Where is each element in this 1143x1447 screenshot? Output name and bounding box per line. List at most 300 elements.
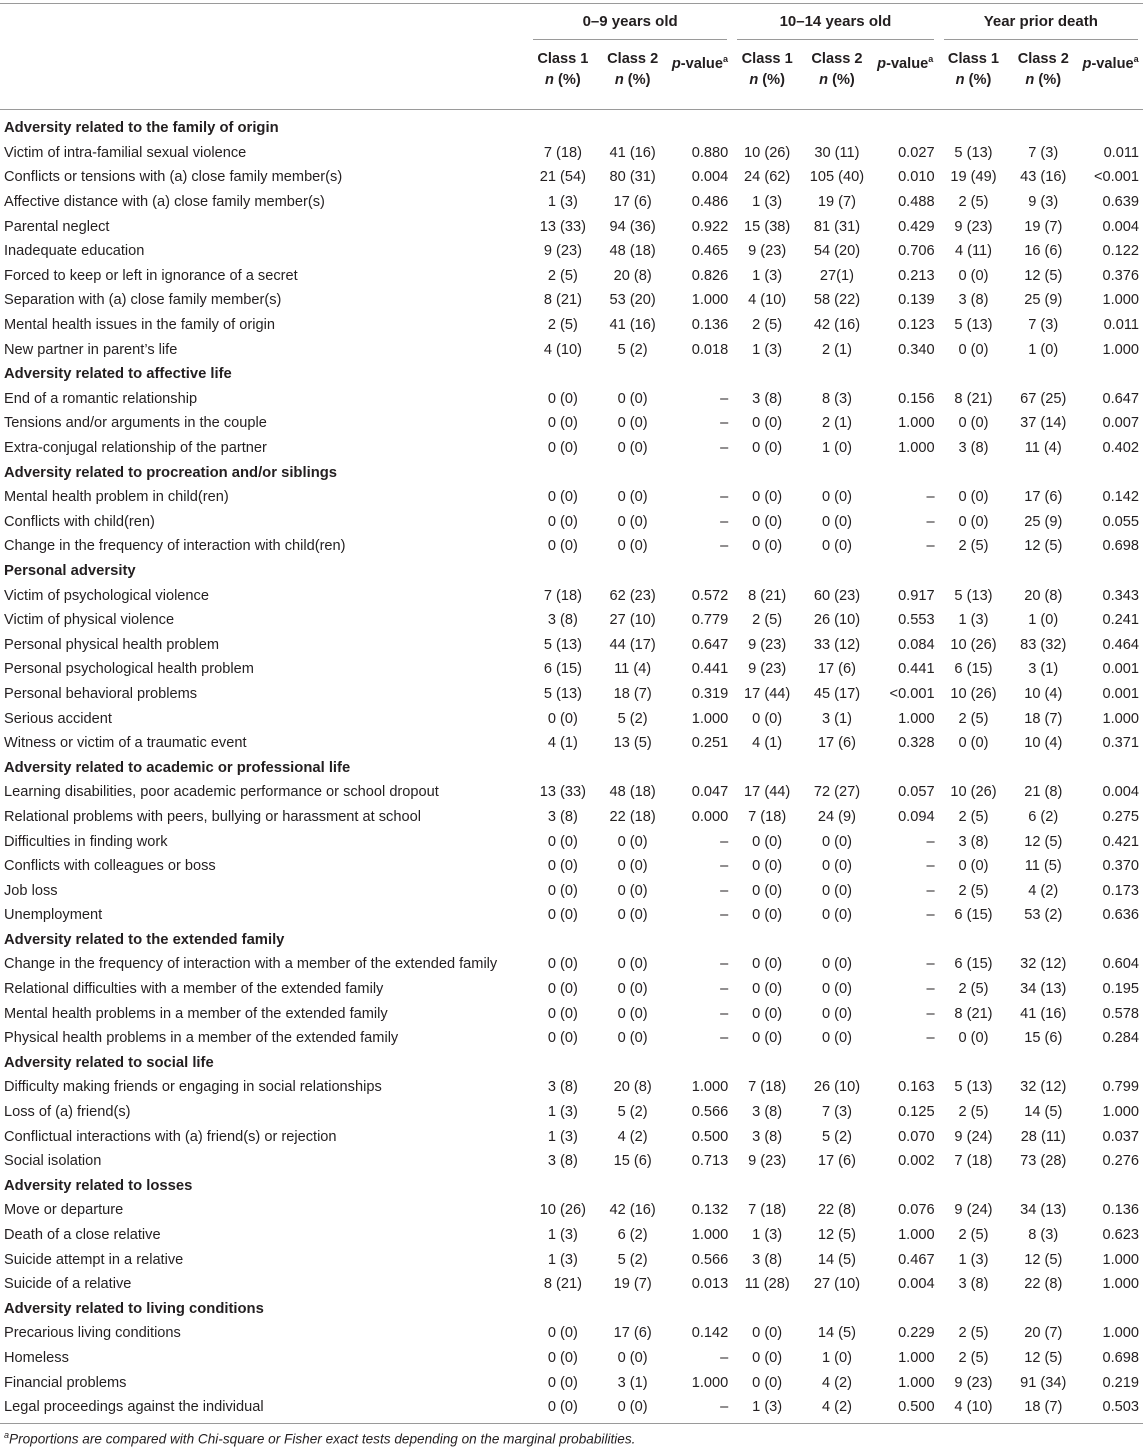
pvalue-cell: 1.000: [1102, 341, 1139, 358]
footnote-text: Proportions are compared with Chi-square or Fisher exact tests depending on the marginal probabilities.: [9, 1431, 636, 1447]
count-cell: 48 (18): [609, 243, 656, 260]
row-label: Learning disabilities, poor academic performance or school dropout: [4, 784, 439, 801]
pvalue-cell: –: [926, 513, 935, 530]
count-cell: 43 (16): [1020, 169, 1067, 186]
row-label: Conflicts with colleagues or boss: [4, 858, 216, 875]
count-cell: 1 (0): [1028, 612, 1059, 629]
count-cell: 4 (10): [954, 1399, 993, 1416]
count-cell: 53 (20): [609, 292, 656, 309]
count-cell: 25 (9): [1024, 292, 1063, 309]
pvalue-cell: 0.142: [1102, 489, 1139, 506]
count-cell: 0 (0): [752, 513, 783, 530]
count-cell: 2 (5): [958, 1227, 989, 1244]
count-cell: 0 (0): [821, 1005, 852, 1022]
count-cell: 22 (8): [1024, 1276, 1063, 1293]
count-cell: 20 (8): [613, 267, 652, 284]
section-title: Adversity related to procreation and/or siblings: [4, 464, 338, 481]
pvalue-cell: 0.639: [1102, 194, 1139, 211]
count-cell: 41 (16): [609, 144, 656, 161]
class-label: Class 2: [811, 51, 863, 67]
count-cell: 11 (4): [614, 661, 652, 678]
pvalue-cell: 0.011: [1103, 144, 1139, 161]
count-cell: 0 (0): [958, 489, 989, 506]
table-row: [0, 1321, 1143, 1346]
count-cell: 41 (16): [1020, 1005, 1067, 1022]
count-cell: 0 (0): [547, 489, 578, 506]
pvalue-cell: 0.328: [898, 735, 935, 752]
section-header: [0, 1297, 1143, 1322]
pvalue-cell: 0.922: [691, 218, 729, 235]
count-cell: 7 (18): [748, 808, 787, 825]
count-cell: 0 (0): [547, 1399, 578, 1416]
pvalue-cell: –: [720, 907, 729, 924]
row-label: Relational problems with peers, bullying or harassment at school: [4, 808, 421, 825]
footnote-marker: a: [4, 1430, 10, 1440]
count-cell: 0 (0): [821, 956, 852, 973]
pvalue-cell: <0.001: [889, 685, 935, 702]
count-cell: 0 (0): [617, 833, 648, 850]
count-cell: 0 (0): [547, 833, 578, 850]
row-label: Homeless: [4, 1349, 69, 1366]
count-cell: 1 (3): [752, 267, 783, 284]
count-cell: 0 (0): [547, 710, 578, 727]
pvalue-cell: 0.213: [898, 267, 935, 284]
table-row: [0, 165, 1143, 190]
pvalue-cell: 0.698: [1102, 538, 1139, 555]
row-label: Victim of psychological violence: [4, 587, 209, 604]
count-cell: 0 (0): [617, 1349, 648, 1366]
count-cell: 18 (7): [613, 685, 652, 702]
row-label: Separation with (a) close family member(s): [4, 292, 282, 309]
count-cell: 0 (0): [617, 981, 648, 998]
count-cell: 72 (27): [813, 784, 861, 801]
row-label: Social isolation: [4, 1153, 102, 1170]
count-cell: 17 (6): [1024, 489, 1063, 506]
count-cell: 0 (0): [752, 1030, 783, 1047]
pvalue-cell: 0.826: [691, 267, 729, 284]
count-cell: 0 (0): [617, 1399, 648, 1416]
pvalue-cell: 0.123: [898, 317, 935, 334]
count-cell: 25 (9): [1024, 513, 1063, 530]
table-row: [0, 903, 1143, 928]
pvalue-cell: 0.421: [1102, 833, 1139, 850]
pvalue-cell: 0.500: [691, 1128, 729, 1145]
percent-label: (%): [828, 72, 855, 88]
row-label: Conflicts with child(ren): [4, 513, 155, 530]
count-cell: 8 (21): [543, 1276, 582, 1293]
sub-header-class2: [598, 40, 668, 109]
row-label: Loss of (a) friend(s): [4, 1104, 131, 1121]
pvalue-cell: 0.001: [1102, 685, 1139, 702]
count-cell: 2 (5): [958, 1349, 989, 1366]
count-cell: 0 (0): [617, 390, 648, 407]
count-cell: 13 (33): [539, 218, 586, 235]
row-label: Serious accident: [4, 710, 112, 727]
count-cell: 3 (8): [547, 1079, 578, 1096]
row-label: Victim of physical violence: [4, 612, 175, 629]
table-row: [0, 829, 1143, 854]
table-row: [0, 977, 1143, 1002]
header-rule: [0, 109, 1143, 110]
count-cell: 10 (26): [539, 1202, 586, 1219]
count-cell: 0 (0): [617, 489, 648, 506]
count-cell: 0 (0): [752, 833, 783, 850]
count-cell: 0 (0): [752, 440, 783, 457]
count-cell: 7 (18): [954, 1153, 993, 1170]
row-label: Physical health problems in a member of the extended family: [4, 1030, 399, 1047]
pvalue-cell: 1.000: [1102, 1276, 1139, 1293]
count-cell: 8 (21): [543, 292, 582, 309]
footnote: [4, 1430, 635, 1447]
pvalue-cell: –: [720, 1399, 729, 1416]
count-cell: 0 (0): [958, 513, 989, 530]
count-cell: 105 (40): [809, 169, 865, 186]
count-cell: 0 (0): [752, 956, 783, 973]
count-cell: 0 (0): [752, 1349, 783, 1366]
section-title: Personal adversity: [4, 562, 136, 579]
section-header: [0, 755, 1143, 780]
pvalue-cell: –: [926, 489, 935, 506]
row-label: Difficulties in finding work: [4, 833, 168, 850]
count-cell: 2 (5): [958, 194, 989, 211]
count-cell: 0 (0): [547, 390, 578, 407]
pvalue-cell: –: [720, 513, 729, 530]
count-cell: 2 (1): [821, 341, 852, 358]
row-label: Suicide of a relative: [4, 1276, 132, 1293]
section-title: Adversity related to social life: [4, 1054, 214, 1071]
table-row: [0, 1272, 1143, 1297]
count-cell: 5 (2): [617, 341, 648, 358]
count-cell: 48 (18): [609, 784, 656, 801]
pvalue-footnote-marker: a: [1133, 54, 1139, 64]
count-cell: 7 (3): [821, 1104, 852, 1121]
count-cell: 0 (0): [821, 1030, 852, 1047]
table-row: [0, 657, 1143, 682]
table-row: [0, 1370, 1143, 1395]
pvalue-cell: 0.284: [1102, 1030, 1139, 1047]
count-cell: 15 (38): [744, 218, 791, 235]
count-cell: 2 (5): [958, 1325, 989, 1342]
pvalue-cell: –: [720, 538, 729, 555]
count-cell: 10 (26): [950, 685, 997, 702]
row-label: Unemployment: [4, 907, 103, 924]
count-cell: 0 (0): [617, 1005, 648, 1022]
count-cell: 0 (0): [958, 267, 989, 284]
pvalue-cell: 0.219: [1102, 1374, 1139, 1391]
table-row: [0, 682, 1143, 707]
count-cell: 19 (7): [817, 194, 857, 211]
pvalue-cell: 0.037: [1102, 1128, 1139, 1145]
pvalue-cell: 0.371: [1102, 735, 1139, 752]
count-cell: 44 (17): [609, 636, 656, 653]
count-cell: 6 (15): [954, 907, 993, 924]
count-cell: 0 (0): [821, 489, 852, 506]
table-row: [0, 1149, 1143, 1174]
count-cell: 16 (6): [1024, 243, 1063, 260]
row-label: Financial problems: [4, 1374, 127, 1391]
pvalue-cell: 0.241: [1102, 612, 1139, 629]
pvalue-cell: 1.000: [898, 1349, 935, 1366]
pvalue-cell: 0.464: [1102, 636, 1139, 653]
pvalue-cell: 0.094: [898, 808, 935, 825]
count-cell: 13 (33): [539, 784, 586, 801]
pvalue-cell: 0.229: [898, 1325, 935, 1342]
pvalue-cell: 0.004: [691, 169, 729, 186]
count-cell: 17 (6): [613, 194, 652, 211]
count-cell: 4 (11): [954, 243, 992, 260]
pvalue-cell: 0.467: [898, 1251, 935, 1268]
section-header: [0, 559, 1143, 584]
table-row: [0, 1247, 1143, 1272]
count-cell: 0 (0): [547, 882, 578, 899]
count-cell: 7 (18): [543, 587, 582, 604]
count-cell: 0 (0): [821, 981, 852, 998]
row-label: Victim of intra-familial sexual violence: [4, 144, 247, 161]
count-cell: 60 (23): [813, 587, 861, 604]
table-row: [0, 780, 1143, 805]
row-label: Personal behavioral problems: [4, 685, 198, 702]
count-cell: 14 (5): [817, 1325, 857, 1342]
count-cell: 3 (8): [547, 808, 578, 825]
row-label: Suicide attempt in a relative: [4, 1251, 184, 1268]
count-cell: 0 (0): [752, 882, 783, 899]
row-label: Legal proceedings against the individual: [4, 1399, 264, 1416]
count-cell: 30 (11): [814, 144, 860, 161]
group-header-year-prior-death: Year prior death: [939, 3, 1143, 40]
count-cell: 0 (0): [547, 1325, 578, 1342]
count-cell: 0 (0): [752, 415, 783, 432]
pvalue-cell: –: [926, 1005, 935, 1022]
row-label: Conflictual interactions with (a) friend(s) or rejection: [4, 1128, 337, 1145]
sub-header-pvalue: [1078, 40, 1143, 109]
pvalue-cell: 0.173: [1102, 882, 1139, 899]
pvalue-cell: 0.018: [691, 341, 729, 358]
count-cell: 5 (13): [954, 317, 993, 334]
pvalue-cell: 0.013: [691, 1276, 729, 1293]
pvalue-cell: 0.055: [1102, 513, 1139, 530]
count-cell: 0 (0): [752, 1325, 783, 1342]
table-row: [0, 288, 1143, 313]
pvalue-cell: –: [720, 833, 729, 850]
sub-header-row: [0, 40, 1143, 109]
count-cell: 0 (0): [617, 882, 648, 899]
table-row: [0, 534, 1143, 559]
p-symbol: p: [877, 55, 887, 72]
count-cell: 0 (0): [617, 513, 648, 530]
count-cell: 15 (6): [1024, 1030, 1063, 1047]
count-cell: 0 (0): [752, 981, 783, 998]
table-row: [0, 1198, 1143, 1223]
table-row: [0, 706, 1143, 731]
row-label: Difficulty making friends or engaging in social relationships: [4, 1079, 382, 1096]
count-cell: 5 (13): [954, 144, 993, 161]
pvalue-cell: 0.136: [1102, 1202, 1139, 1219]
count-cell: 0 (0): [617, 1030, 648, 1047]
pvalue-cell: 0.136: [691, 317, 729, 334]
pvalue-cell: 1.000: [1102, 710, 1139, 727]
count-cell: 9 (23): [748, 1153, 787, 1170]
count-cell: 12 (5): [1024, 833, 1063, 850]
count-cell: 1 (3): [958, 1251, 989, 1268]
count-cell: 27 (10): [609, 612, 656, 629]
count-cell: 0 (0): [958, 341, 989, 358]
count-cell: 67 (25): [1020, 390, 1067, 407]
n-symbol: n: [749, 72, 759, 88]
count-cell: 8 (21): [954, 390, 993, 407]
group-header-0-9: 0–9 years old: [528, 3, 732, 40]
pvalue-cell: 0.000: [691, 808, 729, 825]
count-cell: 4 (1): [752, 735, 783, 752]
count-cell: 4 (2): [617, 1128, 648, 1145]
count-cell: 8 (21): [954, 1005, 993, 1022]
count-cell: 20 (7): [1024, 1325, 1063, 1342]
sub-header-class2: [802, 40, 872, 109]
count-cell: 5 (2): [617, 710, 648, 727]
n-symbol: n: [819, 72, 829, 88]
count-cell: 5 (2): [617, 1251, 648, 1268]
pvalue-cell: –: [720, 858, 729, 875]
count-cell: 17 (6): [817, 1153, 857, 1170]
count-cell: 12 (5): [1024, 1349, 1063, 1366]
pvalue-cell: 1.000: [898, 415, 935, 432]
count-cell: 10 (26): [744, 144, 791, 161]
pvalue-cell: 0.125: [898, 1104, 935, 1121]
row-label: Mental health issues in the family of origin: [4, 317, 275, 334]
count-cell: 32 (12): [1020, 1079, 1067, 1096]
table-row: [0, 337, 1143, 362]
count-cell: 14 (5): [817, 1251, 857, 1268]
count-cell: 3 (1): [1028, 661, 1059, 678]
table-row: [0, 239, 1143, 264]
pvalue-cell: 1.000: [691, 1079, 729, 1096]
count-cell: 37 (14): [1020, 415, 1067, 432]
pvalue-cell: –: [926, 981, 935, 998]
n-percent-label: [528, 70, 598, 91]
pvalue-cell: 1.000: [898, 1227, 935, 1244]
count-cell: 1 (3): [547, 1128, 578, 1145]
count-cell: 4 (2): [1028, 882, 1059, 899]
pvalue-cell: 1.000: [1102, 292, 1139, 309]
count-cell: 5 (13): [954, 587, 993, 604]
table-row: [0, 878, 1143, 903]
pvalue-cell: 0.647: [691, 636, 729, 653]
row-label: Mental health problem in child(ren): [4, 489, 229, 506]
bottom-rule: [0, 1423, 1143, 1424]
pvalue-cell: 0.156: [898, 390, 935, 407]
pvalue-cell: –: [720, 390, 729, 407]
count-cell: 5 (13): [954, 1079, 993, 1096]
row-label: Change in the frequency of interaction with a member of the extended family: [4, 956, 498, 973]
count-cell: 6 (15): [954, 661, 993, 678]
count-cell: 17 (44): [744, 784, 791, 801]
section-title: Adversity related to the extended family: [4, 931, 285, 948]
count-cell: 24 (62): [744, 169, 791, 186]
class-label: Class 1: [537, 51, 589, 67]
count-cell: 6 (15): [543, 661, 582, 678]
count-cell: 7 (3): [1028, 144, 1059, 161]
count-cell: 0 (0): [547, 1030, 578, 1047]
row-label: Move or departure: [4, 1202, 124, 1219]
table-row: [0, 1223, 1143, 1248]
row-label: Personal psychological health problem: [4, 661, 254, 678]
pvalue-cell: 1.000: [691, 1374, 729, 1391]
count-cell: 6 (2): [1028, 808, 1059, 825]
pvalue-cell: 0.047: [691, 784, 729, 801]
table-row: [0, 411, 1143, 436]
pvalue-cell: –: [720, 1005, 729, 1022]
count-cell: 12 (5): [1024, 267, 1063, 284]
table-row: [0, 1395, 1143, 1420]
pvalue-cell: 0.139: [898, 292, 935, 309]
sub-header-pvalue: [872, 40, 939, 109]
count-cell: 2 (5): [958, 981, 989, 998]
row-label: Extra-conjugal relationship of the partner: [4, 440, 267, 457]
count-cell: 3 (8): [752, 1128, 783, 1145]
table-row: [0, 1124, 1143, 1149]
pvalue-cell: 0.132: [691, 1202, 729, 1219]
count-cell: 91 (34): [1020, 1374, 1067, 1391]
table-row: [0, 214, 1143, 239]
count-cell: 26 (10): [813, 612, 861, 629]
count-cell: 1 (3): [547, 1104, 578, 1121]
percent-label: (%): [553, 72, 581, 88]
row-label: Parental neglect: [4, 218, 110, 235]
count-cell: 5 (2): [821, 1128, 852, 1145]
table-row: [0, 1075, 1143, 1100]
row-label: Personal physical health problem: [4, 636, 219, 653]
n-symbol: n: [545, 72, 554, 88]
count-cell: 18 (7): [1024, 1399, 1063, 1416]
pvalue-cell: –: [926, 1030, 935, 1047]
table-row: [0, 264, 1143, 289]
count-cell: 1 (3): [547, 1227, 578, 1244]
pvalue-cell: 0.636: [1102, 907, 1139, 924]
count-cell: 1 (3): [752, 341, 783, 358]
count-cell: 27 (10): [813, 1276, 861, 1293]
pvalue-cell: 0.163: [898, 1079, 935, 1096]
count-cell: 21 (8): [1024, 784, 1063, 801]
count-cell: 0 (0): [547, 513, 578, 530]
pvalue-cell: 0.917: [898, 587, 935, 604]
table-row: [0, 387, 1143, 412]
count-cell: 3 (8): [547, 612, 578, 629]
pvalue-cell: 0.465: [691, 243, 729, 260]
count-cell: 0 (0): [752, 1374, 783, 1391]
pvalue-cell: 0.698: [1102, 1349, 1139, 1366]
count-cell: 2 (5): [752, 317, 783, 334]
pvalue-cell: 0.706: [898, 243, 935, 260]
count-cell: 0 (0): [821, 833, 852, 850]
table-row: [0, 190, 1143, 215]
count-cell: 42 (16): [813, 317, 861, 334]
count-cell: 1 (3): [752, 1227, 783, 1244]
pvalue-cell: 0.376: [1102, 267, 1139, 284]
count-cell: 3 (8): [752, 390, 783, 407]
count-cell: 3 (8): [752, 1104, 783, 1121]
n-percent-label: [598, 70, 668, 91]
p-symbol: p: [671, 55, 681, 72]
count-cell: 1 (0): [821, 1349, 852, 1366]
table-row: [0, 854, 1143, 879]
count-cell: 0 (0): [821, 882, 852, 899]
table-row: [0, 805, 1143, 830]
count-cell: 0 (0): [547, 538, 578, 555]
sub-header-class1: [528, 40, 598, 109]
count-cell: 81 (31): [813, 218, 861, 235]
pvalue-cell: 0.647: [1102, 390, 1139, 407]
count-cell: 2 (5): [752, 612, 783, 629]
sub-header-class2: [1008, 40, 1078, 109]
